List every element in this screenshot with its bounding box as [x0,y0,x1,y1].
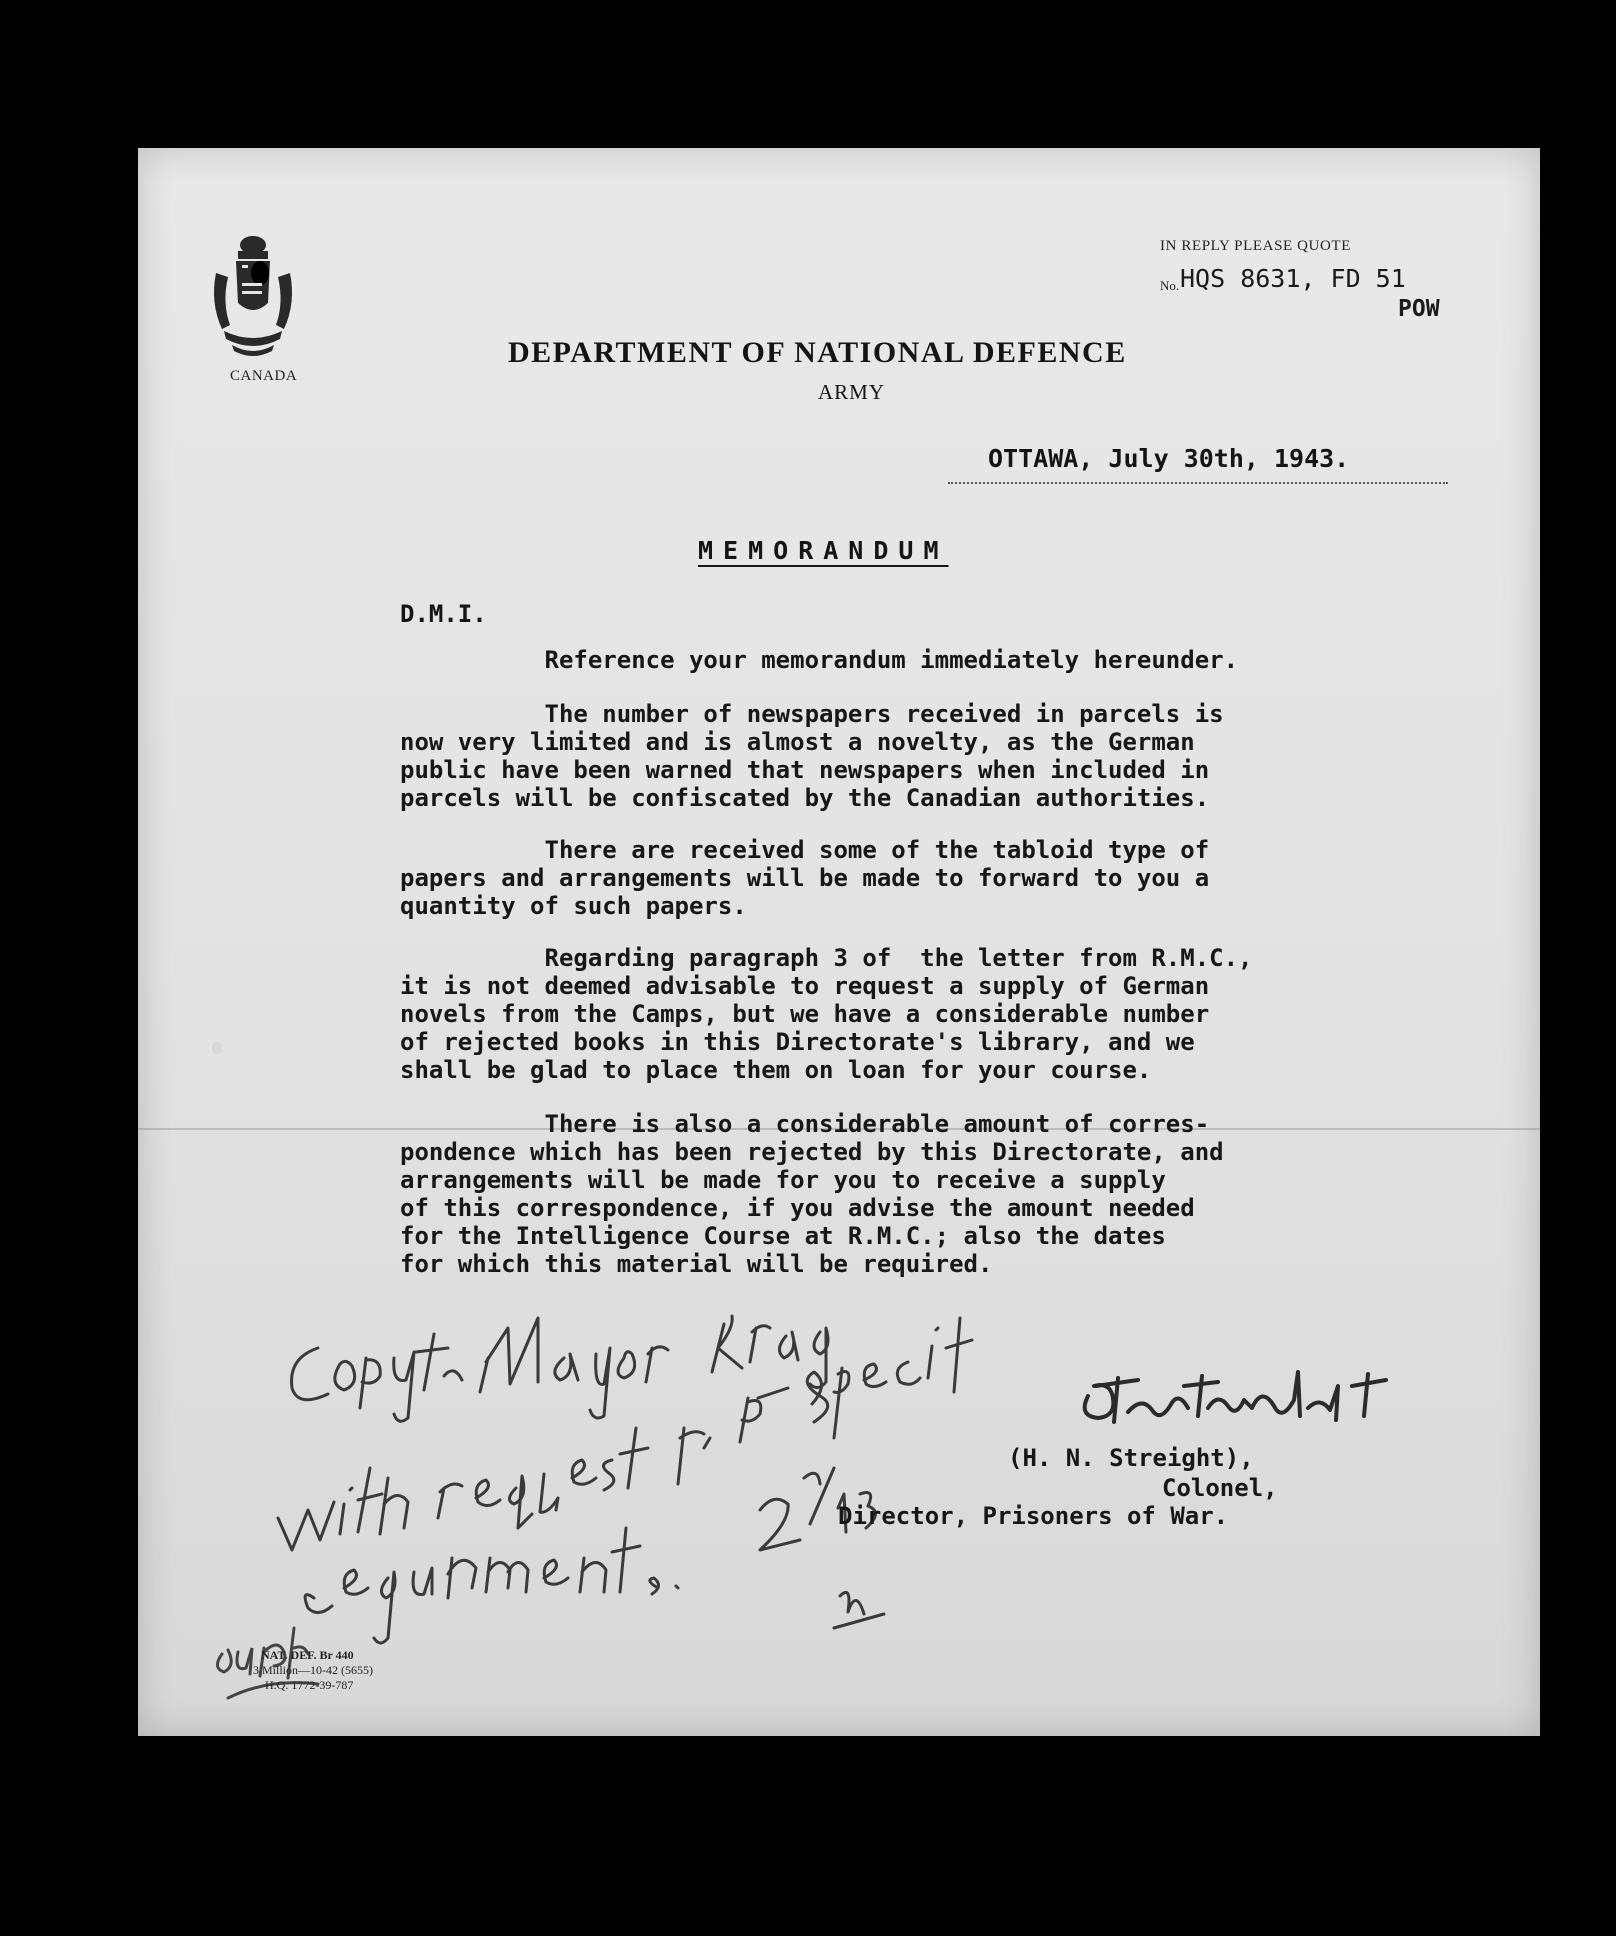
signatory-name: (H. N. Streight), [1008,1444,1254,1472]
addressee: D.M.I. [400,600,487,628]
handwritten-annotation [248,1288,988,1668]
paragraph-tabloids: There are received some of the tabloid type of papers and arrangements will be made to forward to you a quantity of such papers. [400,836,1210,920]
form-footer-line-3: H.Q. 1772-39-787 [265,1678,354,1692]
letter-date: OTTAWA, July 30th, 1943. [988,444,1350,473]
signatory-rank: Colonel, [1162,1474,1278,1502]
canada-coat-of-arms-icon [208,233,298,373]
file-number-suffix: POW [1398,296,1440,322]
memo-title: MEMORANDUM [698,536,949,565]
paragraph-newspapers: The number of newspapers received in parcels is now very limited and is almost a novelty, as the German public have been warned that newspapers when included in parcels will be confiscated by the Canadian authorities. [400,700,1224,812]
signatory-title: Director, Prisoners of War. [838,1502,1229,1530]
form-footer-line-1: NAT. DEF. Br 440 [261,1648,354,1662]
crest-label: CANADA [230,368,298,384]
paragraph-reference: Reference your memorandum immediately hereunder. [400,646,1239,674]
paragraph-novels: Regarding paragraph 3 of the letter from R.M.C., it is not deemed advisable to request a supply of German novels from the Camps, but we have a considerable number of rejected books in this Directorate's library, and we shall be glad to place them on loan for your course. [400,944,1253,1084]
paper-speck [212,1042,222,1054]
file-number: HQS 8631, FD 51 [1180,264,1406,293]
handwritten-signature-icon [1068,1356,1468,1446]
department-heading: DEPARTMENT OF NATIONAL DEFENCE [508,336,1127,369]
file-number-prefix: No. [1160,278,1180,293]
reply-quote-label: IN REPLY PLEASE QUOTE [1160,238,1351,254]
branch-heading: ARMY [818,380,886,404]
form-footer-line-2: 3 Million—10-42 (5655) [253,1663,373,1677]
paragraph-correspondence: There is also a considerable amount of corres- pondence which has been rejected by this Directorate, and arrangements will be made for you to receive a supply of this correspondence, if you advise the amount needed for the Intelligence Course at R.M.C.; also the dates for which this material will be required. [400,1110,1224,1278]
form-number-footer [223,1648,423,1728]
memorandum-page [138,148,1540,1736]
